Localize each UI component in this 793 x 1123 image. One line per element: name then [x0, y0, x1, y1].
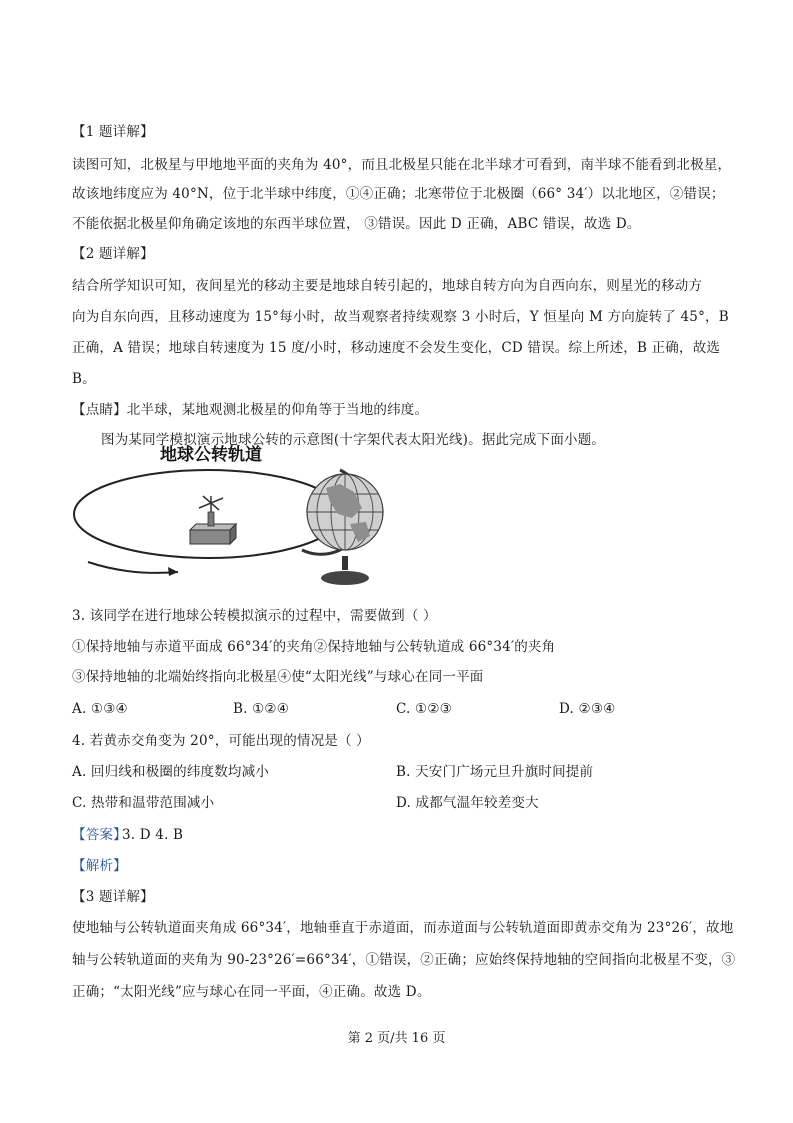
q4-option-c: C. 热带和温带范围减小 — [72, 795, 215, 811]
section3-header: 【3 题详解】 — [72, 889, 154, 905]
section2-header: 【2 题详解】 — [72, 246, 154, 262]
section3-line-3: 正确；“太阳光线”应与球心在同一平面，④正确。故选 D。 — [72, 984, 431, 1000]
section1-header: 【1 题详解】 — [72, 124, 154, 140]
figure-title: 地球公转轨道 — [160, 445, 262, 465]
orbit-diagram — [70, 458, 400, 598]
section2-line-3: 正确，A 错误；地球自转速度为 15 度/小时，移动速度不会发生变化，CD 错误。综上所述，B 正确，故选 — [72, 340, 721, 356]
section1-line-3: 不能依据北极星仰角确定该地的东西半球位置， ③错误。因此 D 正确，ABC 错误，故选 D。 — [72, 216, 641, 232]
q3-option-c: C. ①②③ — [396, 701, 452, 717]
section1-line-1: 读图可知，北极星与甲地地平面的夹角为 40°，而且北极星只能在北半球才可看到，南半球不能看到北极星， — [72, 157, 732, 173]
answer-label: 【答案】 — [72, 827, 127, 843]
q3-option-b: B. ①②④ — [233, 701, 290, 717]
q3-item-1: ①保持地轴与赤道平面成 66°34′的夹角②保持地轴与公转轨道成 66°34′的夹角 — [72, 639, 556, 655]
section3-line-2: 轴与公转轨道面的夹角为 90-23°26′=66°34′，①错误，②正确；应始终保持地轴的空间指向北极星不变，③ — [72, 952, 736, 968]
q3-option-a: A. ①③④ — [72, 701, 128, 717]
section2-line-4: B。 — [72, 371, 96, 387]
answer-text: 3. D 4. B — [122, 827, 184, 843]
q4-option-b: B. 天安门广场元旦升旗时间提前 — [396, 764, 594, 780]
section2-line-1: 结合所学知识可知，夜间星光的移动主要是地球自转引起的，地球自转方向为自西向东，则星光的移动方 — [72, 278, 703, 294]
q4-option-a: A. 回归线和极圈的纬度数均减小 — [72, 764, 270, 780]
orbit-figure — [70, 445, 400, 620]
section1-line-2: 故该地纬度应为 40°N，位于北半球中纬度，①④正确；北寒带位于北极圈（66° 34′）以北地区，②错误； — [72, 186, 725, 202]
tip-note: 【点睛】北半球，某地观测北极星的仰角等于当地的纬度。 — [72, 402, 429, 418]
section2-line-2: 向为自东向西，且移动速度为 15°每小时，故当观察者持续观察 3 小时后，Y 恒星向 M 方向旋转了 45°，B — [72, 309, 729, 325]
section3-line-1: 使地轴与公转轨道面夹角成 66°34′，地轴垂直于赤道面，而赤道面与公转轨道面即黄赤交角为 23°26′，故地 — [72, 920, 734, 936]
figure-intro: 图为某同学模拟演示地球公转的示意图(十字架代表太阳光线)。据此完成下面小题。 — [101, 432, 606, 448]
page-footer: 第 2 页/共 16 页 — [347, 1031, 446, 1046]
q3-item-2: ③保持地轴的北端始终指向北极星④使“太阳光线”与球心在同一平面 — [72, 669, 484, 685]
q3-stem: 3. 该同学在进行地球公转模拟演示的过程中，需要做到（ ） — [72, 608, 437, 624]
q4-option-d: D. 成都气温年较差变大 — [396, 795, 539, 811]
q4-stem: 4. 若黄赤交角变为 20°，可能出现的情况是（ ） — [72, 733, 370, 749]
q3-option-d: D. ②③④ — [559, 701, 616, 717]
direction-arrow-icon — [88, 562, 178, 573]
analysis-label: 【解析】 — [72, 858, 127, 874]
